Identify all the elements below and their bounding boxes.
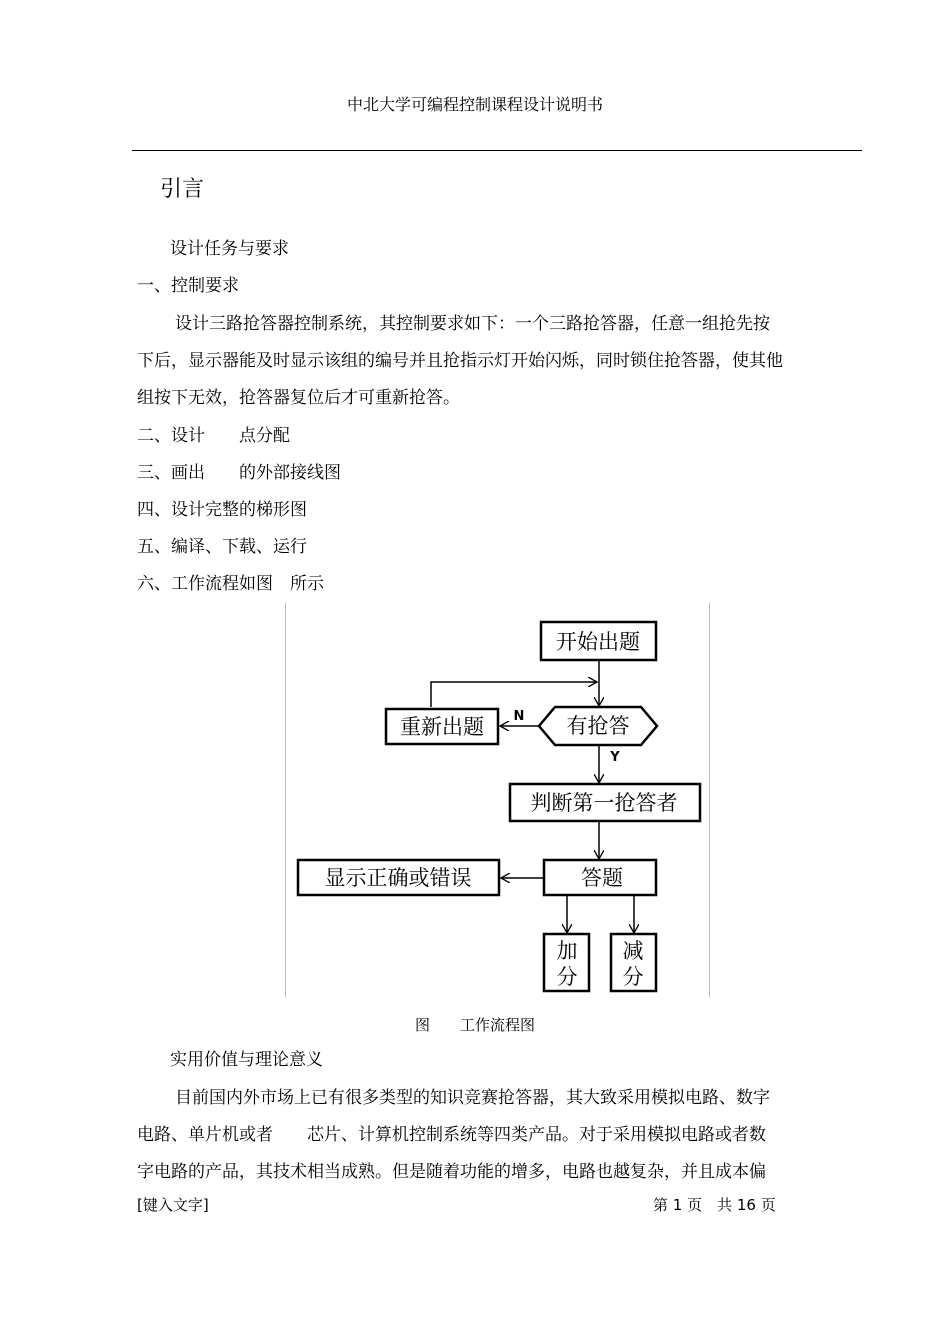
paragraph-line: 设计三路抢答器控制系统，其控制要求如下：一个三路抢答器，任意一组抢先按	[175, 314, 770, 334]
paragraph-line: 字电路的产品，其技术相当成熟。但是随着功能的增多，电路也越复杂，并且成本偏	[137, 1162, 766, 1182]
yes-label: Y	[610, 750, 620, 765]
workflow-flowchart	[285, 603, 708, 997]
list-item-control-requirements: 一、控制要求	[137, 276, 239, 296]
list-item-ladder-diagram: 四、设计完整的梯形图	[137, 500, 307, 520]
display-box-label: 显示正确或错误	[324, 866, 472, 890]
paragraph-line: 组按下无效，抢答器复位后才可重新抢答。	[137, 388, 460, 408]
page-number: 第 1 页 共 16 页	[653, 1196, 776, 1214]
add-box-label-top: 加	[556, 939, 578, 963]
paragraph-line: 目前国内外市场上已有很多类型的知识竞赛抢答器，其大致采用模拟电路、数字	[175, 1088, 770, 1108]
paragraph-line: 电路、单片机或者 芯片、计算机控制系统等四类产品。对于采用模拟电路或者数	[137, 1125, 766, 1145]
figure-caption: 图 工作流程图	[414, 1016, 535, 1034]
section-heading-practical-value: 实用价值与理论意义	[170, 1050, 323, 1070]
list-item-io-assignment: 二、设计 点分配	[137, 426, 290, 446]
no-label: N	[513, 709, 525, 724]
list-item-wiring-diagram: 三、画出 的外部接线图	[137, 463, 341, 483]
list-item-compile-run: 五、编译、下载、运行	[137, 537, 307, 557]
header-rule	[132, 150, 862, 151]
arrow-restart-loop	[431, 682, 597, 707]
list-item-workflow: 六、工作流程如图 所示	[137, 574, 324, 594]
start-box-label: 开始出题	[556, 630, 640, 654]
section-heading-design-tasks: 设计任务与要求	[170, 239, 289, 259]
paragraph-line: 下后，显示器能及时显示该组的编号并且抢指示灯开始闪烁，同时锁住抢答器，使其他	[137, 351, 783, 371]
subtract-box-label-top: 减	[622, 939, 644, 963]
judge-box-label: 判断第一抢答者	[530, 791, 678, 815]
add-box-label-bottom: 分	[556, 965, 578, 989]
restart-box-label: 重新出题	[400, 715, 484, 739]
footer-placeholder: [键入文字]	[137, 1196, 209, 1214]
intro-heading: 引言	[160, 177, 205, 202]
decision-box-label: 有抢答	[566, 714, 630, 738]
subtract-box-label-bottom: 分	[622, 965, 644, 989]
running-header: 中北大学可编程控制课程设计说明书	[346, 95, 603, 114]
answer-box-label: 答题	[581, 866, 623, 890]
